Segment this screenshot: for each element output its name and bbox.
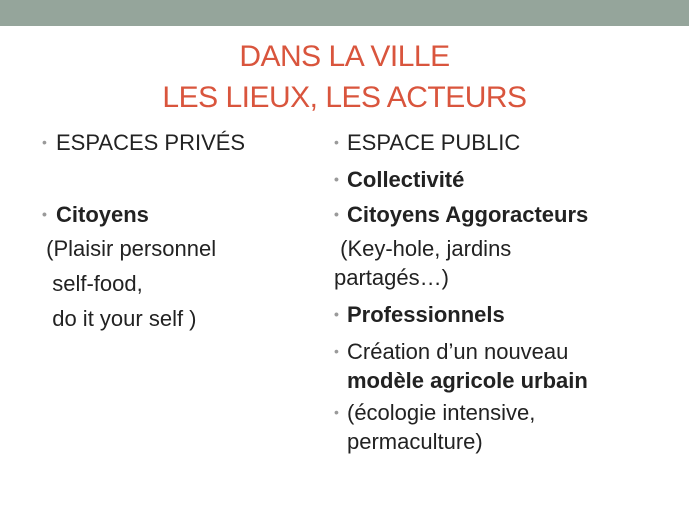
- bullet-glyph: •: [334, 343, 339, 359]
- bullet-text: Collectivité: [347, 167, 465, 192]
- bullet-text: Professionnels: [347, 302, 505, 327]
- bullet-glyph: •: [334, 206, 339, 222]
- note-line-plaisir: (Plaisir personnel: [40, 236, 217, 261]
- left-column: [40, 128, 330, 333]
- bullet-item-citoyens: [40, 200, 330, 229]
- bullet-item-citoyens-aggoracteurs: [334, 200, 679, 229]
- top-accent-bar: [0, 0, 689, 26]
- bullet-glyph: •: [334, 404, 339, 420]
- bullet-text-line-1: Création d’un nouveau: [347, 339, 569, 364]
- bullet-text: Citoyens Aggoracteurs: [347, 202, 589, 227]
- bullet-item-professionnels: [334, 300, 679, 329]
- note-line-key-hole: (Key-hole, jardins: [334, 236, 512, 261]
- bullet-glyph: •: [334, 306, 339, 322]
- bullet-item-espace-public: [334, 128, 679, 157]
- bullet-text-line-2: permaculture): [347, 429, 483, 454]
- bullet-text-line-1: (écologie intensive,: [347, 400, 536, 425]
- bullet-glyph: •: [42, 206, 47, 222]
- note-line-self-food: self-food,: [40, 271, 143, 296]
- bullet-glyph: •: [334, 134, 339, 150]
- right-column: [334, 128, 679, 456]
- bullet-text: Citoyens: [56, 202, 149, 227]
- bullet-text: ESPACES PRIVÉS: [56, 130, 246, 155]
- bullet-item-creation: [334, 337, 679, 395]
- slide-title-line-2: LES LIEUX, LES ACTEURS: [162, 81, 527, 114]
- bullet-item-espaces-prives: [40, 128, 330, 157]
- slide-title-line-1: DANS LA VILLE: [239, 40, 450, 73]
- bullet-item-collectivite: [334, 165, 679, 194]
- bullet-glyph: •: [42, 134, 47, 150]
- bullet-glyph: •: [334, 171, 339, 187]
- note-line-partages: partagés…): [334, 265, 449, 290]
- bullet-text-line-2: modèle agricole urbain: [347, 368, 588, 393]
- bullet-text: ESPACE PUBLIC: [347, 130, 521, 155]
- note-line-do-it: do it your self ): [40, 306, 197, 331]
- bullet-item-ecologie: [334, 398, 679, 456]
